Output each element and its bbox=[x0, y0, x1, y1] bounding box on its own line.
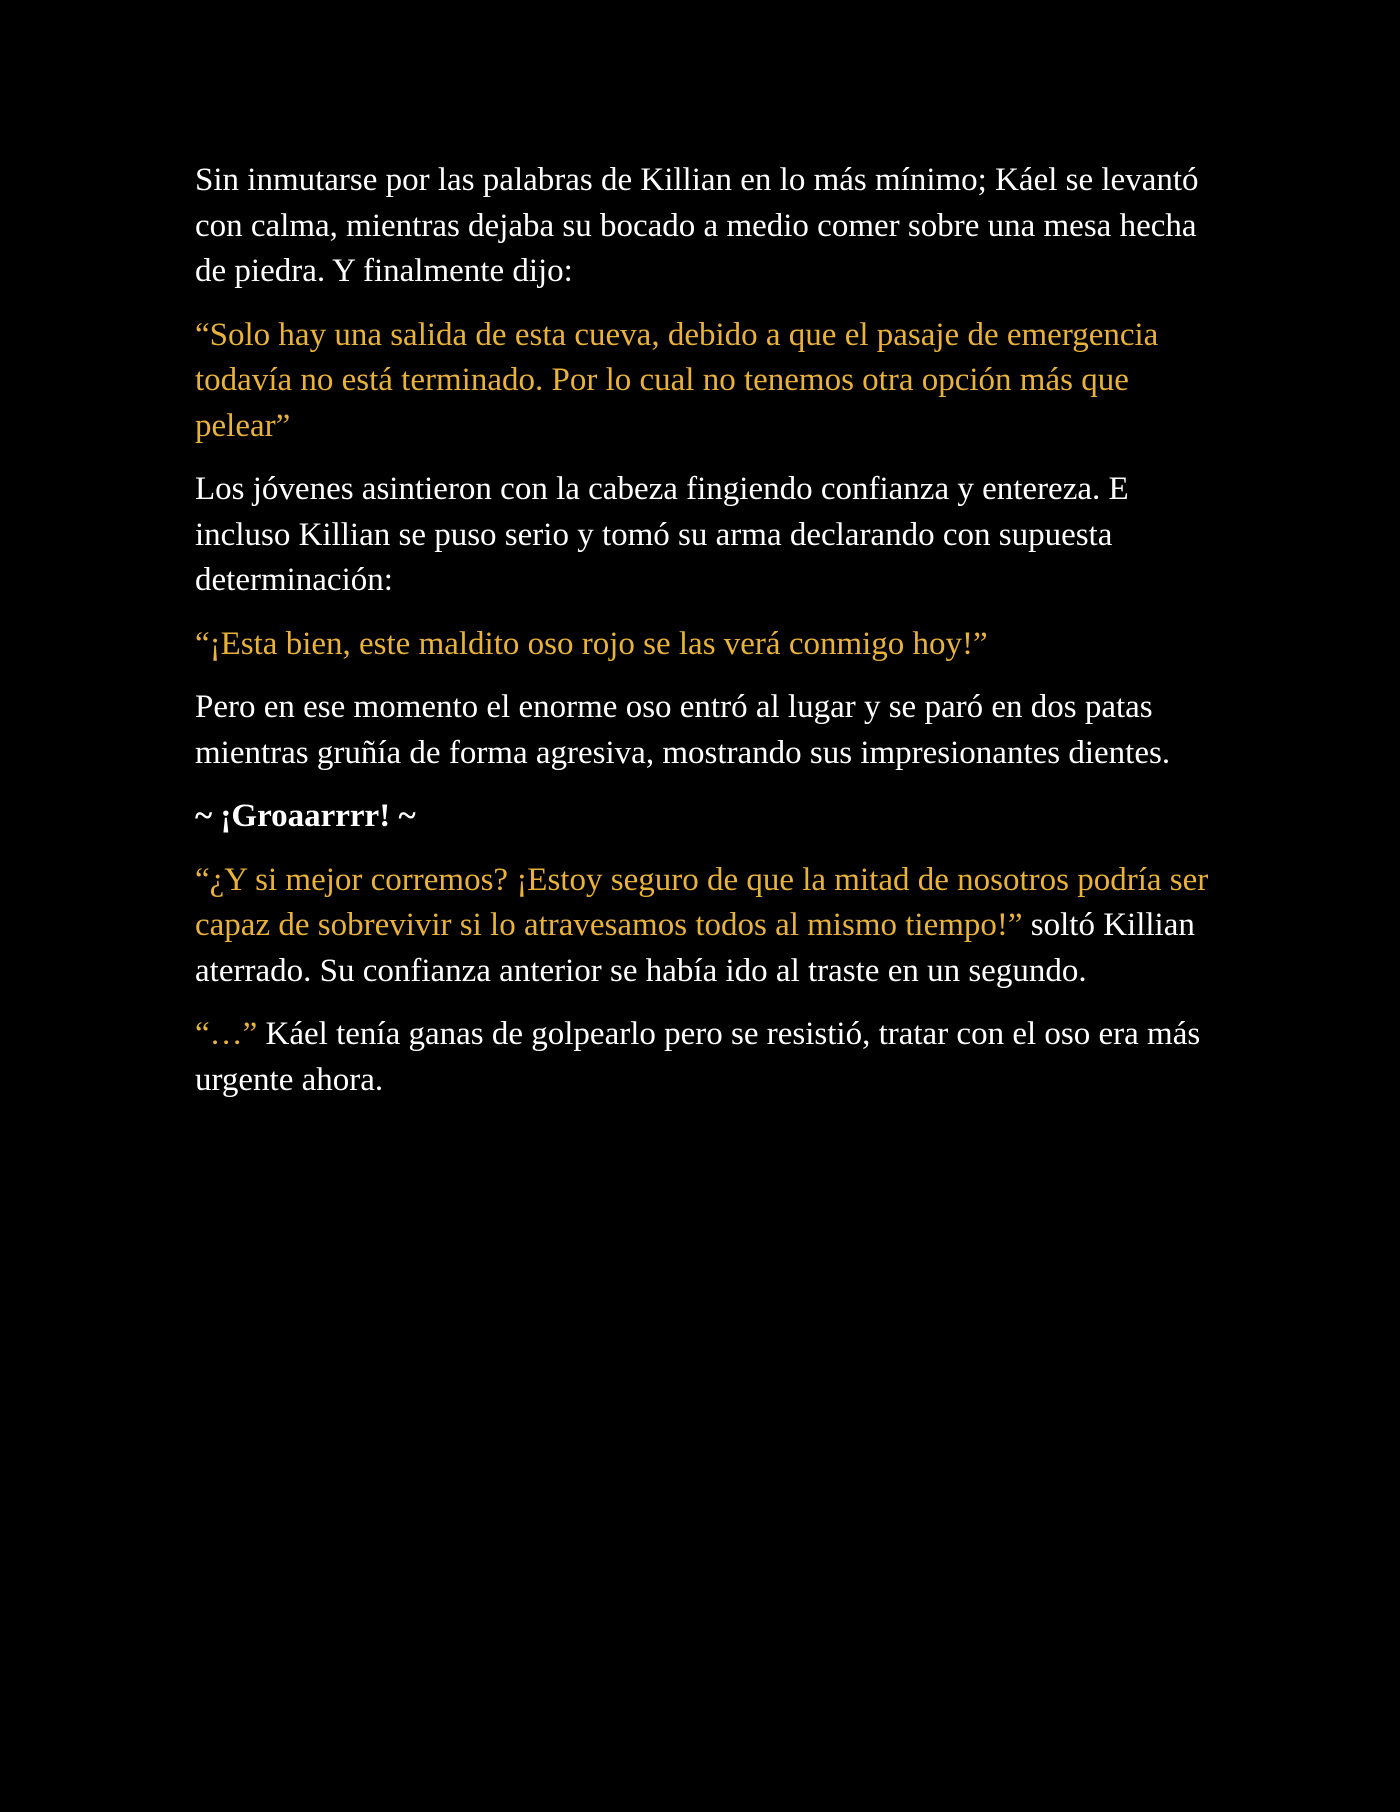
narration-paragraph: Pero en ese momento el enorme oso entró al lugar y se paró en dos patas mientras gruñía de forma agresiva, mostrando sus impresionantes dientes. bbox=[195, 689, 1171, 771]
dialogue-run: “¿Y si mejor corremos? ¡Estoy seguro de que la mitad de nosotros podría ser capaz de sobrevivir si lo atravesamos todos al mismo tiempo!” bbox=[195, 861, 1209, 943]
dialogue-paragraph: “¡Esta bien, este maldito oso rojo se las verá conmigo hoy!” bbox=[195, 625, 988, 662]
sound-effect: ~ ¡Groaarrrr! ~ bbox=[195, 798, 416, 834]
dialogue-run: “…” bbox=[195, 1016, 258, 1052]
narration-paragraph: Los jóvenes asintieron con la cabeza fingiendo confianza y entereza. E incluso Killian se puso serio y tomó su arma declarando con supuesta determinación: bbox=[195, 471, 1129, 598]
mixed-paragraph bbox=[195, 858, 1225, 995]
mixed-paragraph bbox=[195, 1012, 1225, 1103]
narration-run: Káel tenía ganas de golpearlo pero se resistió, tratar con el oso era más urgente ahora. bbox=[195, 1016, 1201, 1098]
story-page bbox=[195, 158, 1225, 1121]
narration-paragraph: Sin inmutarse por las palabras de Killian en lo más mínimo; Káel se levantó con calma, mientras dejaba su bocado a medio comer sobre una mesa hecha de piedra. Y finalmente dijo: bbox=[195, 162, 1199, 289]
narration-run: soltó Killian aterrado. Su confianza anterior se había ido al traste en un segundo. bbox=[195, 907, 1195, 989]
dialogue-paragraph: “Solo hay una salida de esta cueva, debido a que el pasaje de emergencia todavía no está terminado. Por lo cual no tenemos otra opción más que pelear” bbox=[195, 316, 1159, 444]
